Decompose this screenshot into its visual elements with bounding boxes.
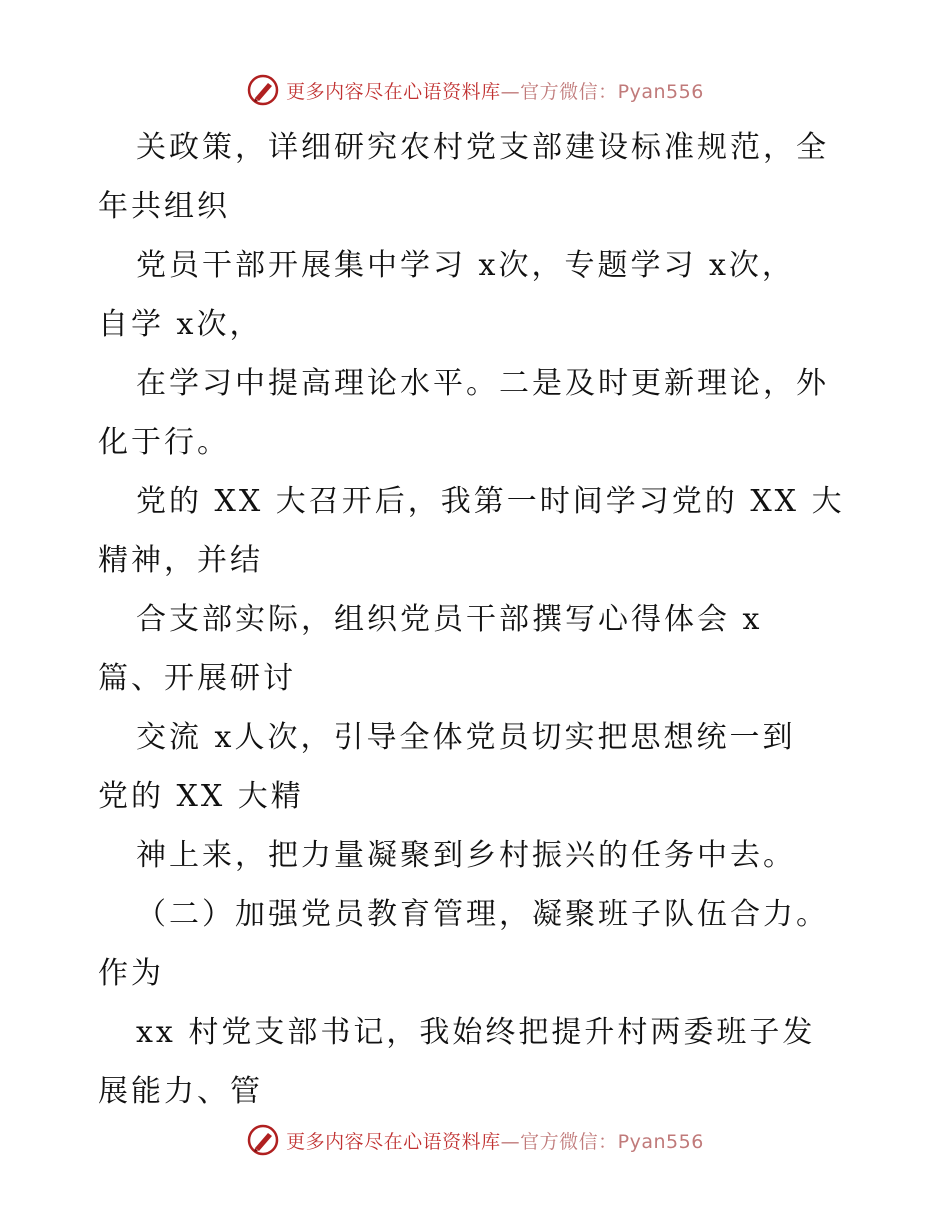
body-line: 合支部实际，组织党员干部撰写心得体会 x: [136, 602, 763, 637]
body-line: 篇、开展研讨: [98, 661, 296, 696]
body-line: 关政策，详细研究农村党支部建设标准规范，全: [136, 130, 829, 165]
document-body: [98, 118, 858, 1121]
header-banner-sep: —: [500, 80, 521, 103]
body-line: 化于行。: [98, 425, 230, 460]
footer-banner-official: 官方微信：Pyan556: [520, 1130, 704, 1153]
pen-logo-icon: [246, 1123, 280, 1157]
footer-banner-main: 更多内容尽在心语资料库: [286, 1130, 501, 1153]
footer-banner-sep: —: [500, 1130, 521, 1153]
body-line: 精神，并结: [98, 543, 263, 578]
body-line: 党的 XX 大召开后，我第一时间学习党的 XX 大: [136, 484, 845, 519]
body-line: 在学习中提高理论水平。二是及时更新理论，外: [136, 366, 829, 401]
body-line: 自学 x次，: [98, 307, 263, 342]
footer-banner: [0, 1120, 950, 1160]
body-line: xx 村党支部书记，我始终把提升村两委班子发: [136, 1015, 816, 1050]
body-line: 作为: [98, 956, 164, 991]
body-line: 神上来，把力量凝聚到乡村振兴的任务中去。: [136, 838, 796, 873]
pen-logo-icon: [246, 73, 280, 107]
header-banner-official: 官方微信：Pyan556: [520, 80, 704, 103]
body-line: 年共组织: [98, 189, 230, 224]
header-banner: [0, 70, 950, 110]
body-line: 展能力、管: [98, 1074, 263, 1109]
footer-banner-text: [286, 1127, 704, 1154]
header-banner-text: [286, 77, 704, 104]
body-line: 党员干部开展集中学习 x次，专题学习 x次，: [136, 248, 795, 283]
section-heading: （二）加强党员教育管理，凝聚班子队伍合力。: [136, 897, 829, 932]
body-line: 党的 XX 大精: [98, 779, 304, 814]
header-banner-main: 更多内容尽在心语资料库: [286, 80, 501, 103]
body-line: 交流 x人次，引导全体党员切实把思想统一到: [136, 720, 796, 755]
